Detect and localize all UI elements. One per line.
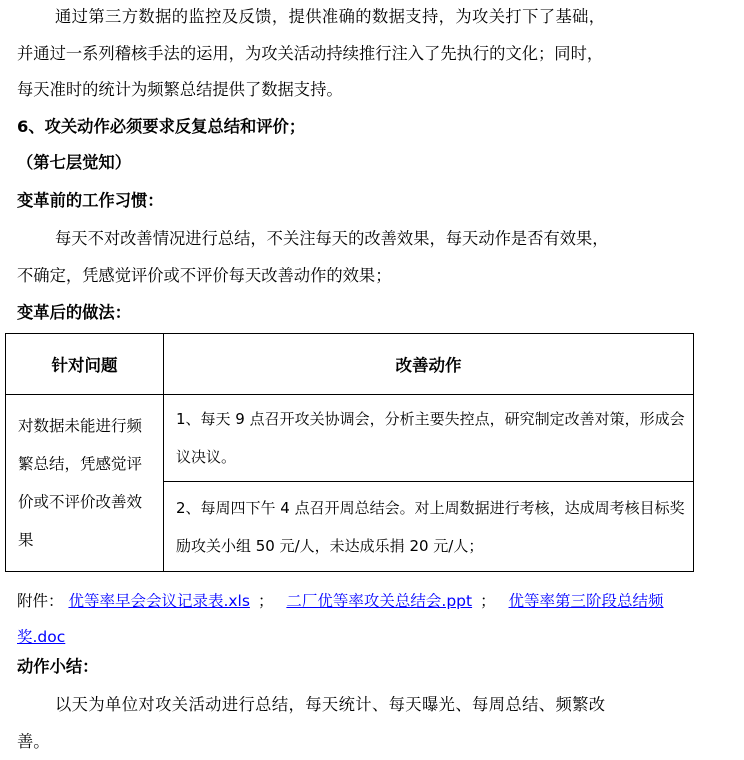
paragraph-line: 通过第三方数据的监控及反馈，提供准确的数据支持，为攻关打下了基础，	[55, 7, 606, 26]
paragraph-line: 每天不对改善情况进行总结，不关注每天的改善效果，每天动作是否有效果，	[55, 229, 609, 248]
header-problem: 针对问题	[6, 334, 164, 395]
improvement-table	[5, 333, 694, 572]
attachment-link-doc[interactable]: 优等率第三阶段总结频奖.doc	[17, 592, 664, 646]
paragraph-line: 不确定，凭感觉评价或不评价每天改善动作的效果；	[17, 266, 392, 285]
section-heading: 6、攻关动作必须要求反复总结和评价；	[17, 117, 306, 136]
table-header-row	[6, 334, 694, 395]
problem-cell: 对数据未能进行频繁总结，凭感觉评价或不评价改善效果	[6, 395, 164, 572]
attachments-label: 附件：	[17, 592, 64, 610]
paragraph-line: 每天准时的统计为频繁总结提供了数据支持。	[17, 80, 343, 99]
attachment-separator: ；	[257, 592, 274, 610]
attachment-link-ppt[interactable]: 二厂优等率攻关总结会.ppt	[286, 592, 473, 610]
action-cell-1: 1、每天 9 点召开攻关协调会，分析主要失控点，研究制定改善对策，形成会议决议。	[164, 395, 694, 482]
after-label: 变革后的做法：	[17, 303, 131, 322]
paragraph-line: 并通过一系列稽核手法的运用，为攻关活动持续推行注入了先执行的文化；同时，	[17, 44, 604, 63]
header-action: 改善动作	[164, 334, 694, 395]
attachment-link-xls[interactable]: 优等率早会会议记录表.xls	[68, 592, 250, 610]
paragraph-line: 以天为单位对攻关活动进行总结，每天统计、每天曝光、每周总结、频繁改	[55, 695, 606, 714]
summary-label: 动作小结：	[17, 657, 99, 676]
action-cell-2: 2、每周四下午 4 点召开周总结会。对上周数据进行考核，达成周考核目标奖励攻关小组 50 元/人，未达成乐捐 20 元/人；	[164, 482, 694, 572]
layer-label: （第七层觉知）	[17, 153, 131, 172]
before-label: 变革前的工作习惯：	[17, 191, 164, 210]
table-row	[6, 395, 694, 482]
paragraph-line: 善。	[17, 732, 50, 751]
attachments	[17, 583, 707, 655]
attachment-separator: ；	[480, 592, 496, 610]
